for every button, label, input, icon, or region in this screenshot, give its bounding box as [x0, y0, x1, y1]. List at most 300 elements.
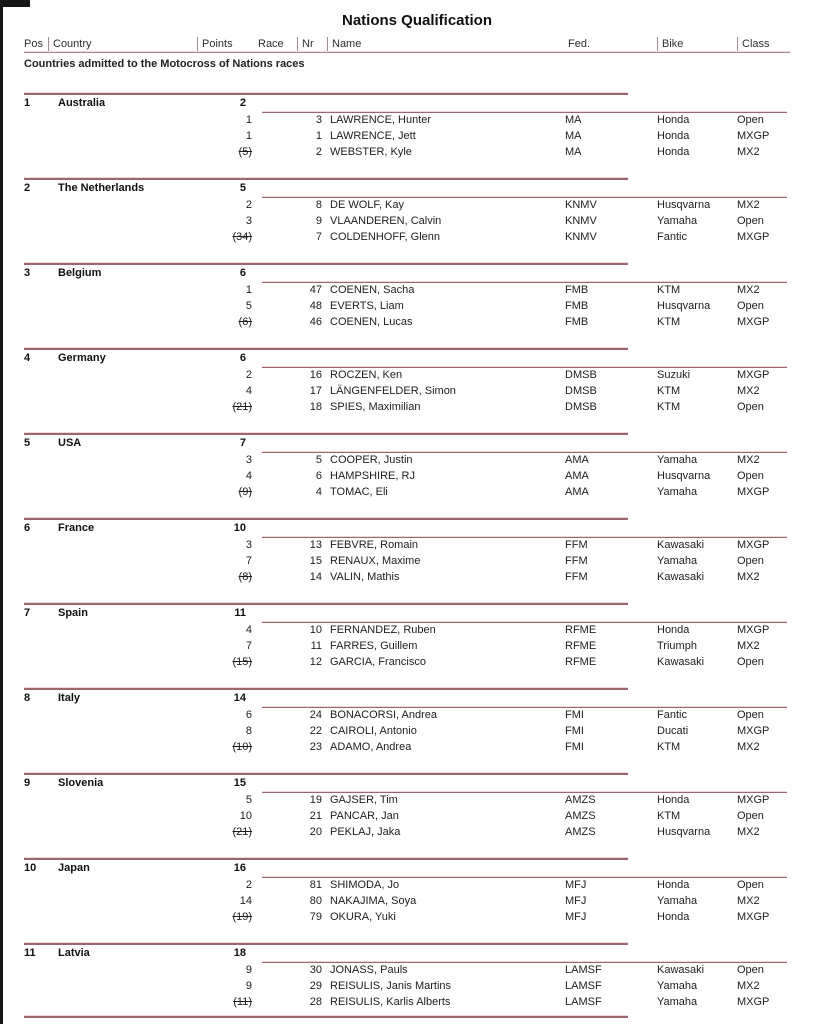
- rider-row: [24, 197, 790, 213]
- rider-race-points: (9): [238, 486, 252, 498]
- rider-name: RENAUX, Maxime: [330, 555, 421, 567]
- rider-class: Open: [737, 709, 764, 721]
- rider-number: 48: [309, 300, 322, 312]
- rider-name: COENEN, Lucas: [330, 316, 413, 328]
- rider-list: [0, 792, 834, 840]
- rider-race-points: 10: [239, 810, 252, 822]
- rider-name: PEKLAJ, Jaka: [330, 826, 401, 838]
- rider-federation: DMSB: [565, 385, 597, 397]
- rider-number: 9: [315, 215, 322, 227]
- rider-federation: AMZS: [565, 810, 596, 822]
- country-points: 6: [239, 352, 246, 364]
- rider-bike: Suzuki: [657, 369, 691, 381]
- rider-number: 47: [309, 284, 322, 296]
- rider-race-points: 1: [245, 284, 252, 296]
- rider-class: Open: [737, 656, 764, 668]
- country-name: Belgium: [58, 267, 102, 279]
- rider-name: FARRES, Guillem: [330, 640, 418, 652]
- rider-class: MXGP: [737, 725, 770, 737]
- rider-race-points: 1: [245, 130, 252, 142]
- country-group: [0, 347, 834, 432]
- group-gap: [0, 670, 834, 687]
- rider-race-points: 9: [245, 964, 252, 976]
- rider-row: [24, 452, 790, 468]
- rider-race-points: 5: [245, 794, 252, 806]
- rider-class: MX2: [737, 640, 760, 652]
- rider-class: MXGP: [737, 130, 770, 142]
- rider-federation: FMI: [565, 741, 584, 753]
- rider-row: [24, 399, 790, 415]
- country-pos: 7: [24, 607, 31, 619]
- rider-number: 3: [315, 114, 322, 126]
- rider-class: MXGP: [737, 996, 770, 1008]
- rider-race-points: 4: [245, 385, 252, 397]
- rider-bike: KTM: [657, 401, 681, 413]
- rider-federation: LAMSF: [565, 996, 602, 1008]
- rider-federation: FFM: [565, 555, 588, 567]
- rider-federation: AMA: [565, 486, 589, 498]
- rider-name: WEBSTER, Kyle: [330, 146, 412, 158]
- group-gap: [0, 330, 834, 347]
- country-underline: [262, 536, 787, 538]
- rider-class: Open: [737, 555, 764, 567]
- rider-federation: MA: [565, 146, 582, 158]
- rider-list: [0, 197, 834, 245]
- rider-class: Open: [737, 300, 764, 312]
- header-rule: [24, 51, 790, 53]
- country-name: Slovenia: [58, 777, 104, 789]
- country-points: 7: [239, 437, 246, 449]
- rider-race-points: (19): [232, 911, 252, 923]
- rider-number: 46: [309, 316, 322, 328]
- rider-federation: DMSB: [565, 369, 597, 381]
- rider-race-points: 9: [245, 980, 252, 992]
- rider-list: [0, 367, 834, 415]
- rider-bike: Honda: [657, 114, 690, 126]
- rider-row: [24, 978, 790, 994]
- country-name: Australia: [58, 97, 106, 109]
- rider-number: 80: [309, 895, 322, 907]
- group-gap: [0, 245, 834, 262]
- rider-row: [24, 654, 790, 670]
- rider-federation: FMB: [565, 284, 589, 296]
- rider-class: MX2: [737, 895, 760, 907]
- rider-name: DE WOLF, Kay: [330, 199, 404, 211]
- column-header-points: Points: [197, 37, 255, 51]
- rider-bike: Kawasaki: [657, 656, 705, 668]
- rider-row: [24, 622, 790, 638]
- rider-race-points: 2: [245, 199, 252, 211]
- rider-federation: KNMV: [565, 215, 597, 227]
- country-underline: [262, 621, 787, 623]
- rider-name: BONACORSI, Andrea: [330, 709, 437, 721]
- rider-bike: KTM: [657, 284, 681, 296]
- table-header: [24, 37, 790, 51]
- rider-number: 16: [309, 369, 322, 381]
- country-group: [0, 517, 834, 602]
- rider-bike: Honda: [657, 624, 690, 636]
- rider-name: ROCZEN, Ken: [330, 369, 403, 381]
- rider-class: MXGP: [737, 486, 770, 498]
- rider-name: CAIROLI, Antonio: [330, 725, 417, 737]
- rider-row: [24, 909, 790, 925]
- rider-race-points: 3: [245, 454, 252, 466]
- rider-number: 1: [315, 130, 322, 142]
- rider-name: SPIES, Maximilian: [330, 401, 421, 413]
- admission-note: Countries admitted to the Motocross of Nations races: [24, 58, 305, 70]
- rider-row: [24, 128, 790, 144]
- rider-bike: Husqvarna: [657, 826, 711, 838]
- rider-row: [24, 537, 790, 553]
- rider-bike: Yamaha: [657, 895, 698, 907]
- column-header-bike: Bike: [657, 37, 737, 51]
- rider-class: MX2: [737, 199, 760, 211]
- column-header-name: Name: [327, 37, 565, 51]
- country-pos: 1: [24, 97, 31, 109]
- country-underline: [262, 706, 787, 708]
- country-pos: 8: [24, 692, 31, 704]
- rider-class: MX2: [737, 980, 760, 992]
- rider-class: Open: [737, 810, 764, 822]
- rider-number: 17: [309, 385, 322, 397]
- rider-bike: Kawasaki: [657, 964, 705, 976]
- rider-name: LÄNGENFELDER, Simon: [330, 385, 456, 397]
- rider-class: MX2: [737, 454, 760, 466]
- rider-race-points: 4: [245, 624, 252, 636]
- rider-name: COLDENHOFF, Glenn: [330, 231, 441, 243]
- rider-bike: Honda: [657, 146, 690, 158]
- country-pos: 3: [24, 267, 31, 279]
- rider-list: [0, 877, 834, 925]
- rider-bike: Yamaha: [657, 996, 698, 1008]
- rider-race-points: 3: [245, 539, 252, 551]
- country-pos: 4: [24, 352, 31, 364]
- rider-name: EVERTS, Liam: [330, 300, 404, 312]
- country-points: 16: [233, 862, 246, 874]
- column-header-country: Country: [48, 37, 197, 51]
- country-name: Japan: [58, 862, 90, 874]
- country-underline: [262, 281, 787, 283]
- country-points: 6: [239, 267, 246, 279]
- rider-row: [24, 553, 790, 569]
- rider-federation: FMB: [565, 300, 589, 312]
- country-pos: 5: [24, 437, 31, 449]
- rider-row: [24, 383, 790, 399]
- rider-row: [24, 994, 790, 1010]
- rider-name: OKURA, Yuki: [330, 911, 396, 923]
- group-gap: [0, 755, 834, 772]
- rider-number: 15: [309, 555, 322, 567]
- rider-bike: Kawasaki: [657, 571, 705, 583]
- rider-number: 12: [309, 656, 322, 668]
- country-group: [0, 687, 834, 772]
- country-points: 18: [233, 947, 246, 959]
- country-points: 10: [233, 522, 246, 534]
- scan-edge-artifact: [0, 0, 3, 1024]
- rider-number: 22: [309, 725, 322, 737]
- column-header-fed: Fed.: [568, 38, 591, 50]
- country-name: Latvia: [58, 947, 90, 959]
- rider-race-points: 7: [245, 555, 252, 567]
- rider-bike: Yamaha: [657, 486, 698, 498]
- rider-race-points: 8: [245, 725, 252, 737]
- rider-row: [24, 707, 790, 723]
- group-gap: [0, 500, 834, 517]
- rider-federation: KNMV: [565, 199, 597, 211]
- rider-race-points: (11): [233, 996, 252, 1008]
- rider-name: JONASS, Pauls: [330, 964, 408, 976]
- rider-federation: RFME: [565, 640, 597, 652]
- rider-name: SHIMODA, Jo: [330, 879, 400, 891]
- group-gap: [0, 840, 834, 857]
- rider-race-points: (10): [232, 741, 252, 753]
- bottom-separator: [24, 1015, 628, 1018]
- rider-federation: LAMSF: [565, 980, 602, 992]
- rider-bike: Yamaha: [657, 555, 698, 567]
- rider-row: [24, 213, 790, 229]
- rider-row: [24, 112, 790, 128]
- rider-number: 79: [309, 911, 322, 923]
- rider-name: REISULIS, Janis Martins: [330, 980, 452, 992]
- rider-class: MX2: [737, 146, 760, 158]
- rider-bike: Husqvarna: [657, 199, 711, 211]
- rider-number: 19: [309, 794, 322, 806]
- group-gap: [0, 415, 834, 432]
- country-underline: [262, 111, 787, 113]
- rider-number: 5: [315, 454, 322, 466]
- country-name: France: [58, 522, 95, 534]
- rider-number: 14: [309, 571, 322, 583]
- rider-number: 7: [315, 231, 322, 243]
- country-row: [24, 605, 790, 622]
- rider-federation: RFME: [565, 656, 597, 668]
- rider-class: MXGP: [737, 624, 770, 636]
- column-header-nr: Nr: [297, 37, 327, 51]
- country-row: [24, 690, 790, 707]
- rider-class: MX2: [737, 385, 760, 397]
- rider-federation: AMZS: [565, 826, 596, 838]
- column-header-pos: Pos: [24, 38, 43, 50]
- rider-bike: Triumph: [657, 640, 697, 652]
- rider-federation: MFJ: [565, 911, 587, 923]
- rider-race-points: 2: [245, 369, 252, 381]
- country-underline: [262, 196, 787, 198]
- rider-number: 29: [309, 980, 322, 992]
- rider-list: [0, 112, 834, 160]
- scan-corner-artifact: [0, 0, 30, 7]
- rider-number: 13: [309, 539, 322, 551]
- rider-name: NAKAJIMA, Soya: [330, 895, 417, 907]
- rider-race-points: (15): [232, 656, 252, 668]
- rider-class: MX2: [737, 284, 760, 296]
- rider-bike: Yamaha: [657, 980, 698, 992]
- rider-name: GAJSER, Tim: [330, 794, 398, 806]
- rider-federation: DMSB: [565, 401, 597, 413]
- rider-number: 8: [315, 199, 322, 211]
- rider-number: 30: [309, 964, 322, 976]
- rider-name: GARCIA, Francisco: [330, 656, 426, 668]
- rider-number: 6: [315, 470, 322, 482]
- rider-race-points: 4: [245, 470, 252, 482]
- country-pos: 2: [24, 182, 31, 194]
- rider-list: [0, 707, 834, 755]
- rider-federation: MFJ: [565, 879, 587, 891]
- rider-federation: LAMSF: [565, 964, 602, 976]
- rider-federation: AMZS: [565, 794, 596, 806]
- country-name: Spain: [58, 607, 88, 619]
- rider-list: [0, 622, 834, 670]
- rider-number: 18: [309, 401, 322, 413]
- rider-federation: AMA: [565, 454, 589, 466]
- rider-bike: Yamaha: [657, 454, 698, 466]
- country-row: [24, 265, 790, 282]
- rider-class: Open: [737, 964, 764, 976]
- rider-name: VALIN, Mathis: [330, 571, 400, 583]
- rider-bike: KTM: [657, 810, 681, 822]
- rider-race-points: (5): [238, 146, 252, 158]
- rider-number: 21: [309, 810, 322, 822]
- rider-name: COOPER, Justin: [330, 454, 413, 466]
- rider-name: TOMAC, Eli: [330, 486, 388, 498]
- rider-name: VLAANDEREN, Calvin: [330, 215, 442, 227]
- rider-row: [24, 468, 790, 484]
- rider-number: 2: [315, 146, 322, 158]
- rider-class: MXGP: [737, 539, 770, 551]
- country-name: USA: [58, 437, 82, 449]
- rider-name: ADAMO, Andrea: [330, 741, 412, 753]
- rider-race-points: (6): [238, 316, 252, 328]
- rider-number: 23: [309, 741, 322, 753]
- rider-class: Open: [737, 215, 764, 227]
- rider-name: REISULIS, Karlis Alberts: [330, 996, 451, 1008]
- country-underline: [262, 366, 787, 368]
- country-row: [24, 180, 790, 197]
- country-pos: 6: [24, 522, 31, 534]
- country-pos: 10: [24, 862, 37, 874]
- country-points: 15: [233, 777, 246, 789]
- country-points: 14: [233, 692, 246, 704]
- rider-bike: Honda: [657, 794, 690, 806]
- rider-bike: Honda: [657, 911, 690, 923]
- rider-name: HAMPSHIRE, RJ: [330, 470, 415, 482]
- rider-class: MX2: [737, 571, 760, 583]
- rider-race-points: 6: [245, 709, 252, 721]
- rider-class: MXGP: [737, 911, 770, 923]
- rider-list: [0, 537, 834, 585]
- rider-bike: Yamaha: [657, 215, 698, 227]
- rider-number: 20: [309, 826, 322, 838]
- rider-bike: KTM: [657, 741, 681, 753]
- rider-bike: KTM: [657, 385, 681, 397]
- rider-name: LAWRENCE, Hunter: [330, 114, 432, 126]
- rider-number: 24: [309, 709, 322, 721]
- rider-name: LAWRENCE, Jett: [330, 130, 416, 142]
- country-underline: [262, 451, 787, 453]
- rider-bike: Kawasaki: [657, 539, 705, 551]
- rider-class: Open: [737, 114, 764, 126]
- rider-number: 4: [315, 486, 322, 498]
- rider-number: 81: [309, 879, 322, 891]
- country-pos: 9: [24, 777, 31, 789]
- rider-race-points: (21): [232, 826, 252, 838]
- rider-class: MX2: [737, 741, 760, 753]
- rider-name: FERNANDEZ, Ruben: [330, 624, 436, 636]
- country-points: 11: [234, 607, 246, 619]
- rider-federation: FFM: [565, 539, 588, 551]
- country-row: [24, 95, 790, 112]
- rider-row: [24, 367, 790, 383]
- rider-row: [24, 877, 790, 893]
- country-pos: 11: [24, 947, 36, 959]
- rider-row: [24, 569, 790, 585]
- rider-name: PANCAR, Jan: [330, 810, 399, 822]
- rider-name: COENEN, Sacha: [330, 284, 415, 296]
- rider-bike: Fantic: [657, 709, 687, 721]
- rider-row: [24, 893, 790, 909]
- rider-class: MXGP: [737, 231, 770, 243]
- rider-row: [24, 314, 790, 330]
- rider-number: 10: [309, 624, 322, 636]
- rider-race-points: 7: [245, 640, 252, 652]
- rider-federation: FFM: [565, 571, 588, 583]
- country-underline: [262, 791, 787, 793]
- group-gap: [0, 160, 834, 177]
- rider-race-points: 5: [245, 300, 252, 312]
- rider-federation: FMI: [565, 709, 584, 721]
- rider-row: [24, 282, 790, 298]
- rider-bike: Husqvarna: [657, 300, 711, 312]
- rider-bike: Fantic: [657, 231, 687, 243]
- rider-class: MXGP: [737, 369, 770, 381]
- rider-list: [0, 452, 834, 500]
- rider-federation: FMI: [565, 725, 584, 737]
- rider-list: [0, 962, 834, 1010]
- rider-federation: FMB: [565, 316, 589, 328]
- rider-federation: MFJ: [565, 895, 587, 907]
- country-row: [24, 350, 790, 367]
- country-group: [0, 177, 834, 262]
- rider-race-points: 3: [245, 215, 252, 227]
- country-group: [0, 262, 834, 347]
- group-gap: [0, 925, 834, 942]
- rider-class: Open: [737, 470, 764, 482]
- country-group: [0, 92, 834, 177]
- rider-race-points: (34): [232, 231, 252, 243]
- rider-race-points: 1: [245, 114, 252, 126]
- rider-number: 28: [309, 996, 322, 1008]
- country-points: 2: [239, 97, 246, 109]
- rider-class: MXGP: [737, 316, 770, 328]
- country-row: [24, 775, 790, 792]
- rider-row: [24, 298, 790, 314]
- rider-federation: MA: [565, 114, 582, 126]
- rider-row: [24, 962, 790, 978]
- country-row: [24, 520, 790, 537]
- page-title: Nations Qualification: [341, 12, 492, 29]
- rider-name: FEBVRE, Romain: [330, 539, 419, 551]
- rider-race-points: 2: [245, 879, 252, 891]
- rider-race-points: (21): [232, 401, 252, 413]
- rider-federation: MA: [565, 130, 582, 142]
- rider-number: 11: [310, 640, 322, 652]
- rider-bike: KTM: [657, 316, 681, 328]
- rider-bike: Honda: [657, 879, 690, 891]
- country-group: [0, 602, 834, 687]
- country-name: Germany: [58, 352, 106, 364]
- rider-row: [24, 229, 790, 245]
- rider-class: Open: [737, 879, 764, 891]
- country-row: [24, 945, 790, 962]
